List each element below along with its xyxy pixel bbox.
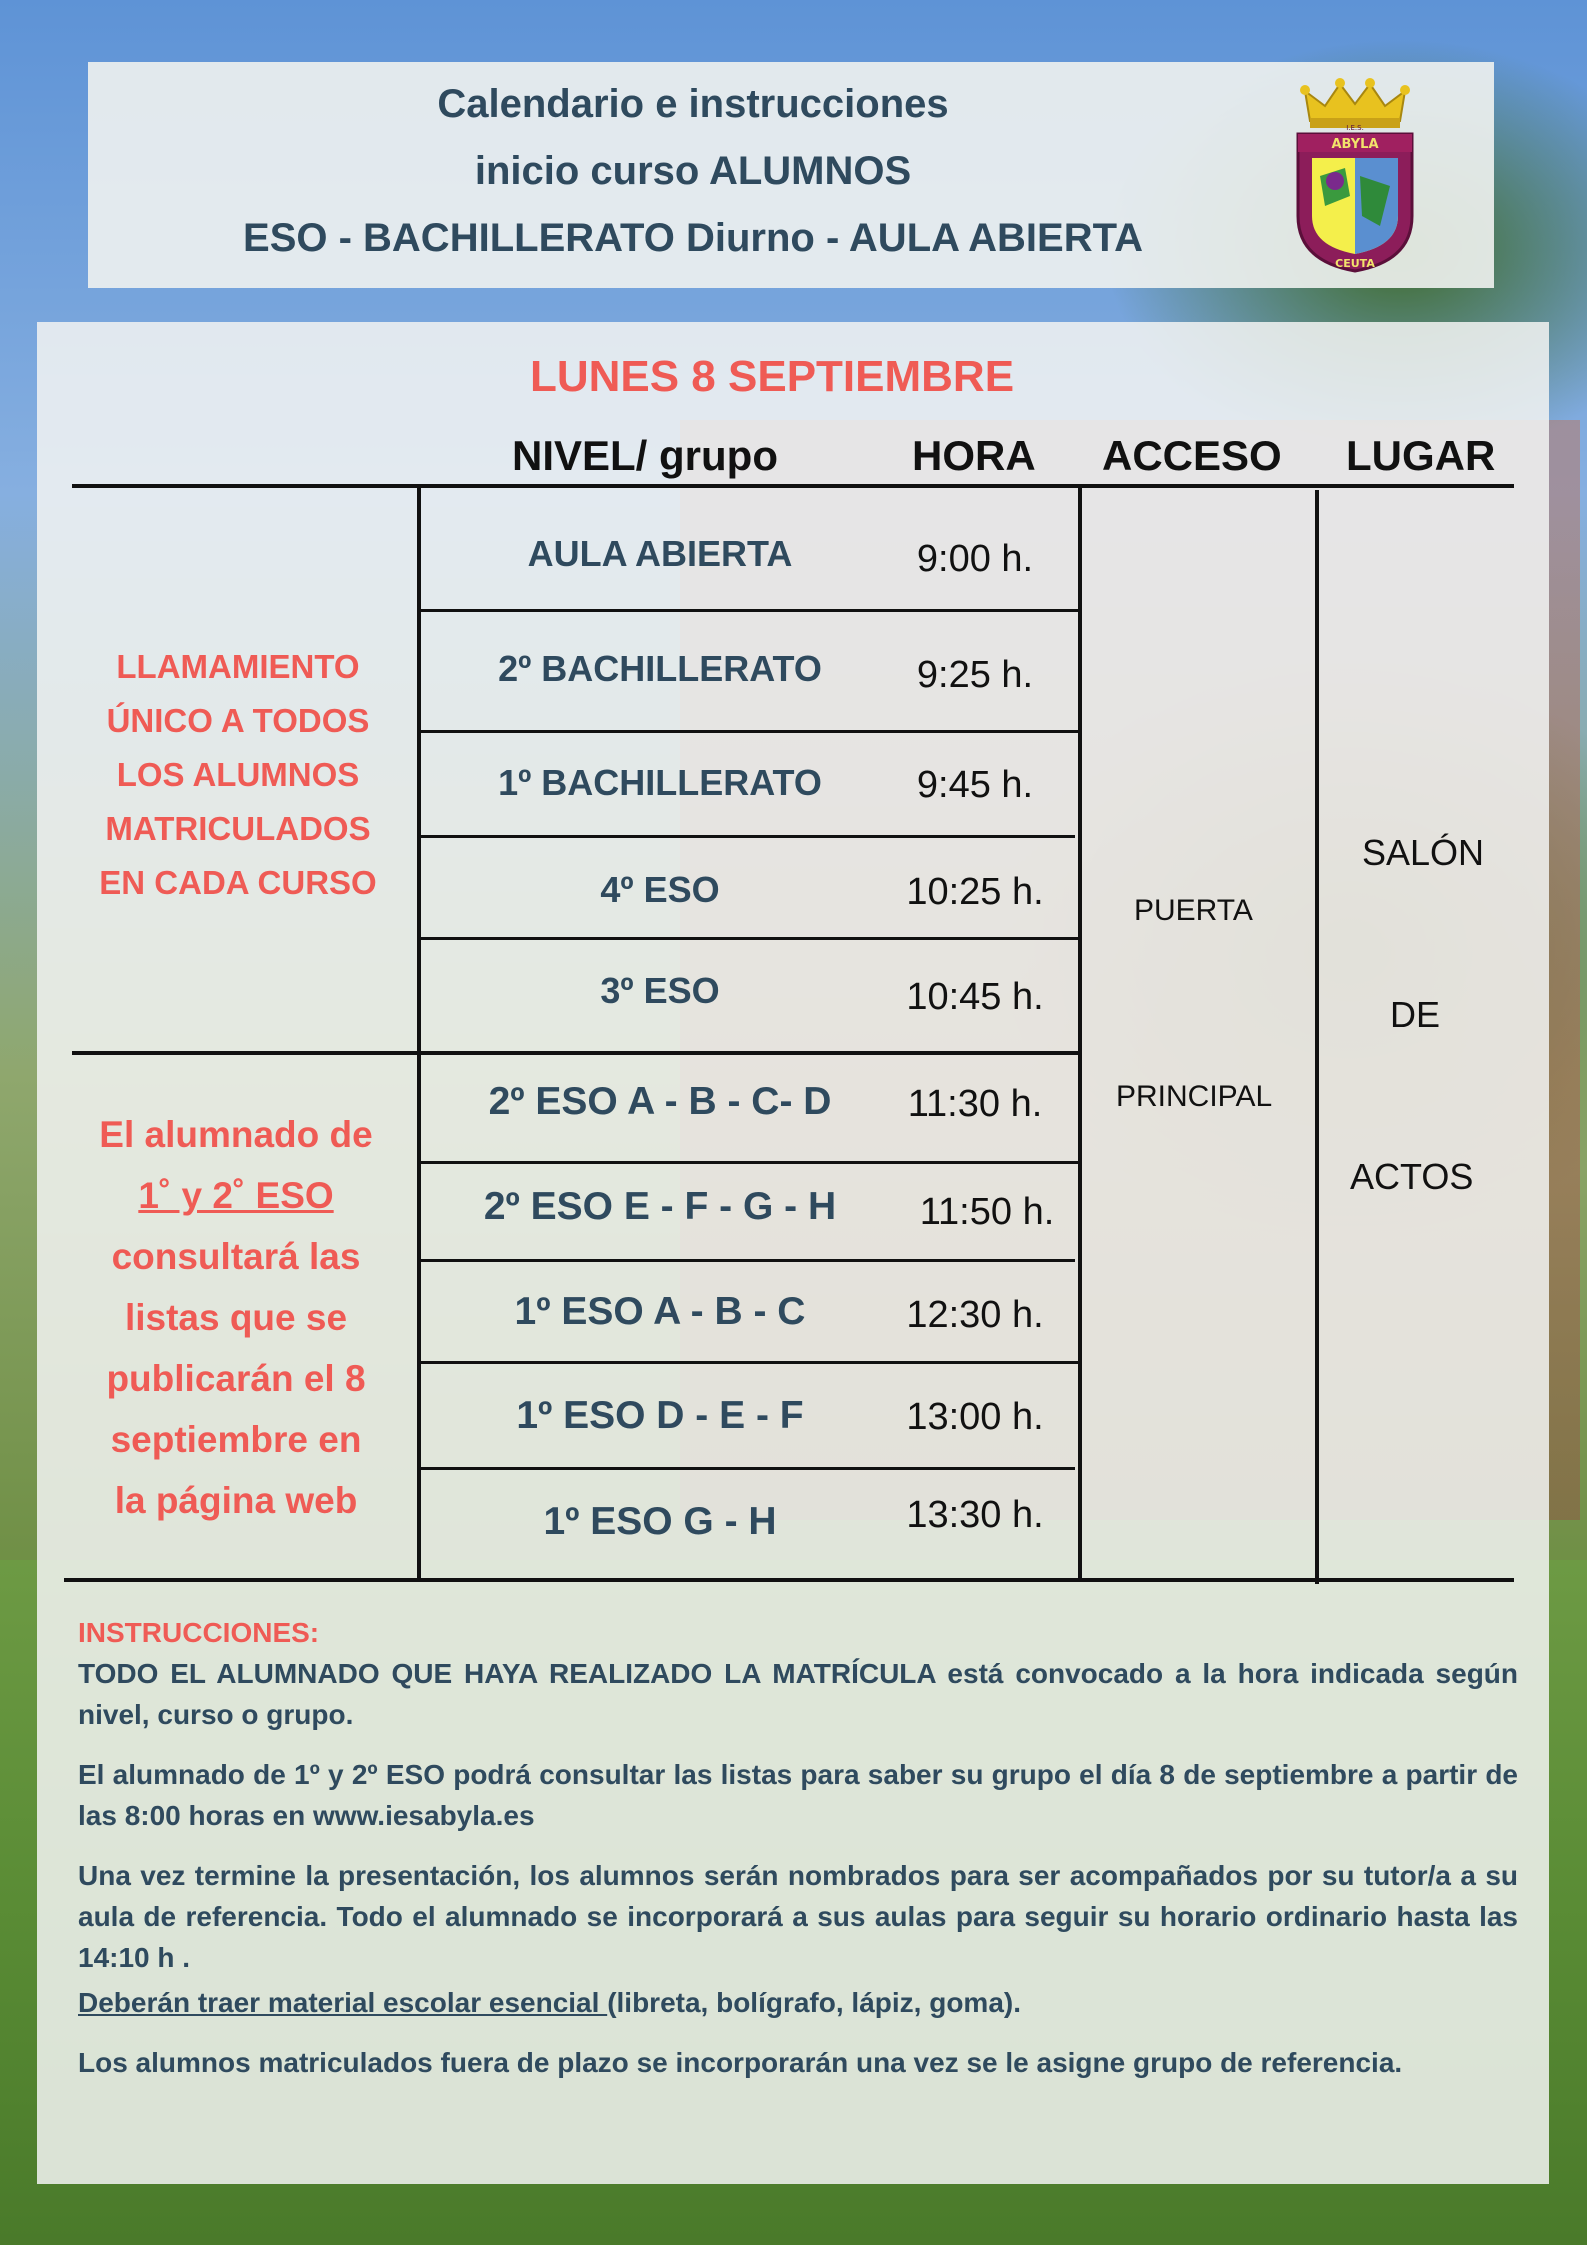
acceso-line1: PUERTA: [1134, 894, 1253, 927]
table-row-hora: 12:30 h.: [906, 1294, 1044, 1336]
row-divider: [419, 609, 1079, 612]
table-row-hora: 10:45 h.: [906, 976, 1044, 1018]
instructions-underlined-text: Deberán traer material escolar esencial: [78, 1987, 608, 2018]
table-header-rule: [72, 484, 1514, 488]
table-row-hora: 9:45 h.: [916, 764, 1034, 806]
instructions-section: [78, 1612, 1518, 2102]
table-row-hora: 9:25 h.: [916, 654, 1034, 696]
table-row-nivel: 1º ESO D - E - F: [516, 1394, 804, 1437]
instructions-text: TODO EL ALUMNADO QUE HAYA REALIZADO LA MATRÍCULA está convocado a la hora indicada según nivel, curso o grupo.: [78, 1658, 1518, 1730]
column-header-lugar: LUGAR: [1346, 432, 1496, 479]
note-bottom-line: El alumnado de: [99, 1114, 373, 1155]
row-divider: [419, 730, 1079, 733]
logo-name-text: ABYLA: [1331, 137, 1379, 152]
table-row-nivel: 4º ESO: [600, 869, 720, 910]
column-header-acceso: ACCESO: [1102, 432, 1282, 479]
table-row-nivel: AULA ABIERTA: [527, 533, 793, 574]
instructions-paragraph-4: [78, 1982, 1518, 2023]
instructions-title: INSTRUCCIONES:: [78, 1617, 320, 1648]
school-crest-logo: [1290, 76, 1420, 276]
instructions-paragraph-2: [78, 1754, 1518, 1836]
header-title-line1: Calendario e instrucciones: [437, 82, 949, 126]
table-bottom-rule: [64, 1578, 1514, 1582]
row-divider: [419, 1161, 1079, 1164]
note-top-line: ÚNICO A TODOS: [106, 702, 370, 739]
table-row-nivel: 3º ESO: [600, 970, 720, 1011]
instructions-text: (libreta, bolígrafo, lápiz, goma).: [607, 1987, 1021, 2018]
table-row-nivel: 2º ESO E - F - G - H: [483, 1185, 837, 1228]
instructions-text: Los alumnos matriculados fuera de plazo se incorporarán una vez se le asigne grupo de referencia.: [78, 2047, 1403, 2078]
table-row-hora: 11:50 h.: [919, 1191, 1055, 1233]
instructions-text: El alumnado de 1º y 2º ESO podrá consultar las listas para saber su grupo el día 8 de septiembre a partir de las 8:00 horas en www.iesabyla.es: [78, 1759, 1518, 1831]
instructions-text: Una vez termine la presentación, los alumnos serán nombrados para ser acompañados por su tutor/a a su aula de referencia. Todo el alumnado se incorporará a sus aulas para seguir su horario ordinario hasta las 14:10 h .: [78, 1860, 1518, 1973]
acceso-line2: PRINCIPAL: [1116, 1080, 1273, 1113]
row-divider: [419, 1467, 1075, 1470]
lugar-line2: DE: [1390, 994, 1441, 1035]
table-row-nivel: 1º BACHILLERATO: [498, 762, 822, 803]
table-row-hora: 10:25 h.: [906, 871, 1044, 913]
lugar-line1: SALÓN: [1362, 832, 1485, 873]
table-row-nivel: 1º ESO A - B - C: [514, 1290, 806, 1333]
note-bottom-line: publicarán el 8: [106, 1358, 366, 1399]
table-row-nivel: 1º ESO G - H: [543, 1500, 777, 1543]
note-bottom-line: listas que se: [124, 1297, 348, 1338]
table-row-hora: 13:00 h.: [906, 1396, 1044, 1438]
row-divider: [419, 835, 1075, 838]
header-panel: [88, 62, 1494, 288]
section-divider: [72, 1051, 1080, 1055]
schedule-date-title: LUNES 8 SEPTIEMBRE: [529, 352, 1015, 401]
note-top-line: EN CADA CURSO: [99, 864, 377, 901]
note-top-line: MATRICULADOS: [105, 810, 371, 847]
table-row-hora: 13:30 h.: [906, 1494, 1044, 1536]
table-row-nivel: 2º ESO A - B - C- D: [488, 1080, 832, 1123]
lugar-line3: ACTOS: [1350, 1156, 1474, 1197]
note-bottom-line: septiembre en: [110, 1419, 362, 1460]
note-top-line: LOS ALUMNOS: [116, 756, 360, 793]
table-divider-acceso-lugar: [1315, 490, 1319, 1584]
header-title-line2: inicio curso ALUMNOS: [474, 149, 912, 193]
note-bottom-line: la página web: [114, 1480, 358, 1521]
logo-top-text: I.E.S.: [1346, 124, 1364, 132]
row-divider: [419, 937, 1079, 940]
table-row-nivel: 2º BACHILLERATO: [498, 648, 822, 689]
row-divider: [419, 1361, 1079, 1364]
note-llamamiento: [72, 640, 404, 910]
note-bottom-line-underlined: 1˚ y 2˚ ESO: [138, 1175, 334, 1216]
row-divider: [419, 1259, 1075, 1262]
note-bottom-line: consultará las: [111, 1236, 361, 1277]
column-header-nivel: NIVEL/ grupo: [512, 432, 778, 479]
table-row-hora: 9:00 h.: [916, 538, 1034, 580]
logo-city-text: CEUTA: [1335, 257, 1375, 270]
instructions-paragraph-1: [78, 1612, 1518, 1735]
header-title-line3: ESO - BACHILLERATO Diurno - AULA ABIERTA: [243, 216, 1143, 260]
note-alumnado-eso: [66, 1104, 406, 1531]
instructions-paragraph-5: [78, 2042, 1518, 2083]
instructions-paragraph-3: [78, 1855, 1518, 1978]
column-header-hora: HORA: [912, 432, 1036, 479]
table-row-hora: 11:30 h.: [907, 1083, 1043, 1125]
note-top-line: LLAMAMIENTO: [116, 648, 360, 685]
